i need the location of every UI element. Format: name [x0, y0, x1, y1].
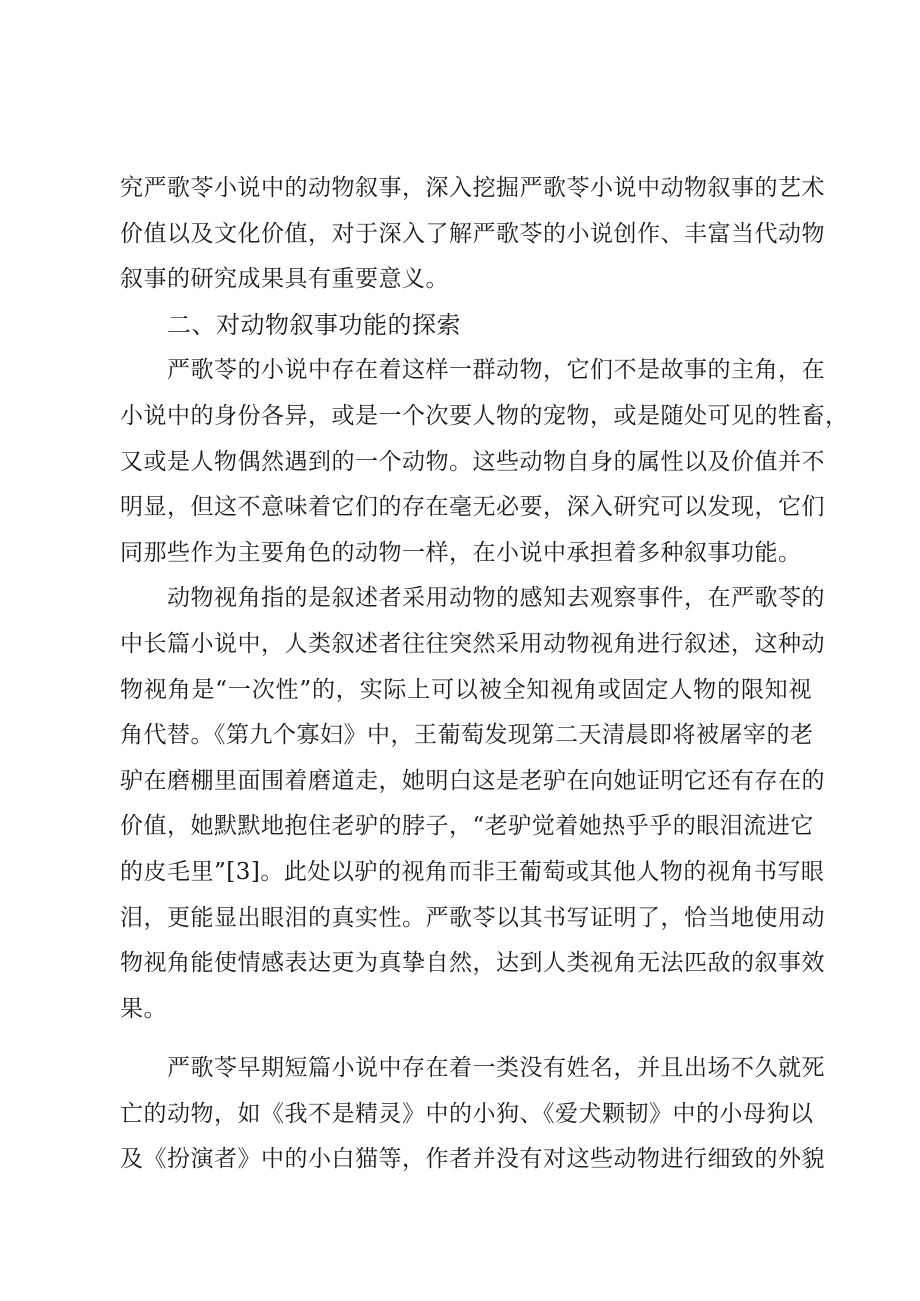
paragraph-line: 果。 [120, 995, 167, 1022]
document-body [120, 166, 849, 1183]
paragraph-line: 中长篇小说中，人类叙述者往往突然采用动物视角进行叙述，这种动 [120, 630, 825, 657]
paragraph-line: 究严歌苓小说中的动物叙事，深入挖掘严歌苓小说中动物叙事的艺术 [120, 175, 825, 201]
paragraph-line: 又或是人物偶然遇到的一个动物。这些动物自身的属性以及价值并不 [120, 448, 825, 475]
paragraph-line: 严歌苓早期短篇小说中存在着一类没有姓名，并且出场不久就死 [167, 1055, 825, 1082]
paragraph-line: 严歌苓的小说中存在着这样一群动物，它们不是故事的主角，在 [167, 357, 825, 384]
paragraph-line: 叙事的研究成果具有重要意义。 [120, 266, 449, 293]
paragraph-line: 及《扮演者》中的小白猫等，作者并没有对这些动物进行细致的外貌 [120, 1146, 825, 1173]
paragraph-line: 明显，但这不意味着它们的存在毫无必要，深入研究可以发现，它们 [120, 494, 825, 521]
paragraph-line: 亡的动物，如《我不是精灵》中的小狗、《爱犬颗韧》中的小母狗以 [120, 1100, 814, 1127]
paragraph-line: 驴在磨棚里面围着磨道走，她明白这是老驴在向她证明它还有存在的 [120, 767, 825, 794]
paragraph-line: 价值，她默默地抱住老驴的脖子，“老驴觉着她热乎乎的眼泪流进它 [120, 813, 814, 840]
paragraph-line: 角代替。《第九个寡妇》中，王葡萄发现第二天清晨即将被屠宰的老 [120, 722, 814, 749]
paragraph-line: 动物视角指的是叙述者采用动物的感知去观察事件，在严歌苓的 [167, 585, 825, 612]
paragraph-line: 物视角能使情感表达更为真挚自然，达到人类视角无法匹敌的叙事效 [120, 950, 825, 977]
paragraph-line: 的皮毛里”[3]。此处以驴的视角而非王葡萄或其他人物的视角书写眼 [120, 858, 825, 885]
paragraph-line: 同那些作为主要角色的动物一样，在小说中承担着多种叙事功能。 [120, 539, 802, 566]
paragraph-line: 泪，更能显出眼泪的真实性。严歌苓以其书写证明了，恰当地使用动 [120, 904, 825, 931]
paragraph-line: 小说中的身份各异，或是一个次要人物的宠物，或是随处可见的牲畜， [120, 402, 849, 429]
paragraph-line: 物视角是“一次性”的，实际上可以被全知视角或固定人物的限知视 [120, 676, 812, 703]
section-heading: 二、对动物叙事功能的探索 [167, 310, 461, 339]
paragraph-line: 价值以及文化价值，对于深入了解严歌苓的小说创作、丰富当代动物 [120, 220, 825, 247]
